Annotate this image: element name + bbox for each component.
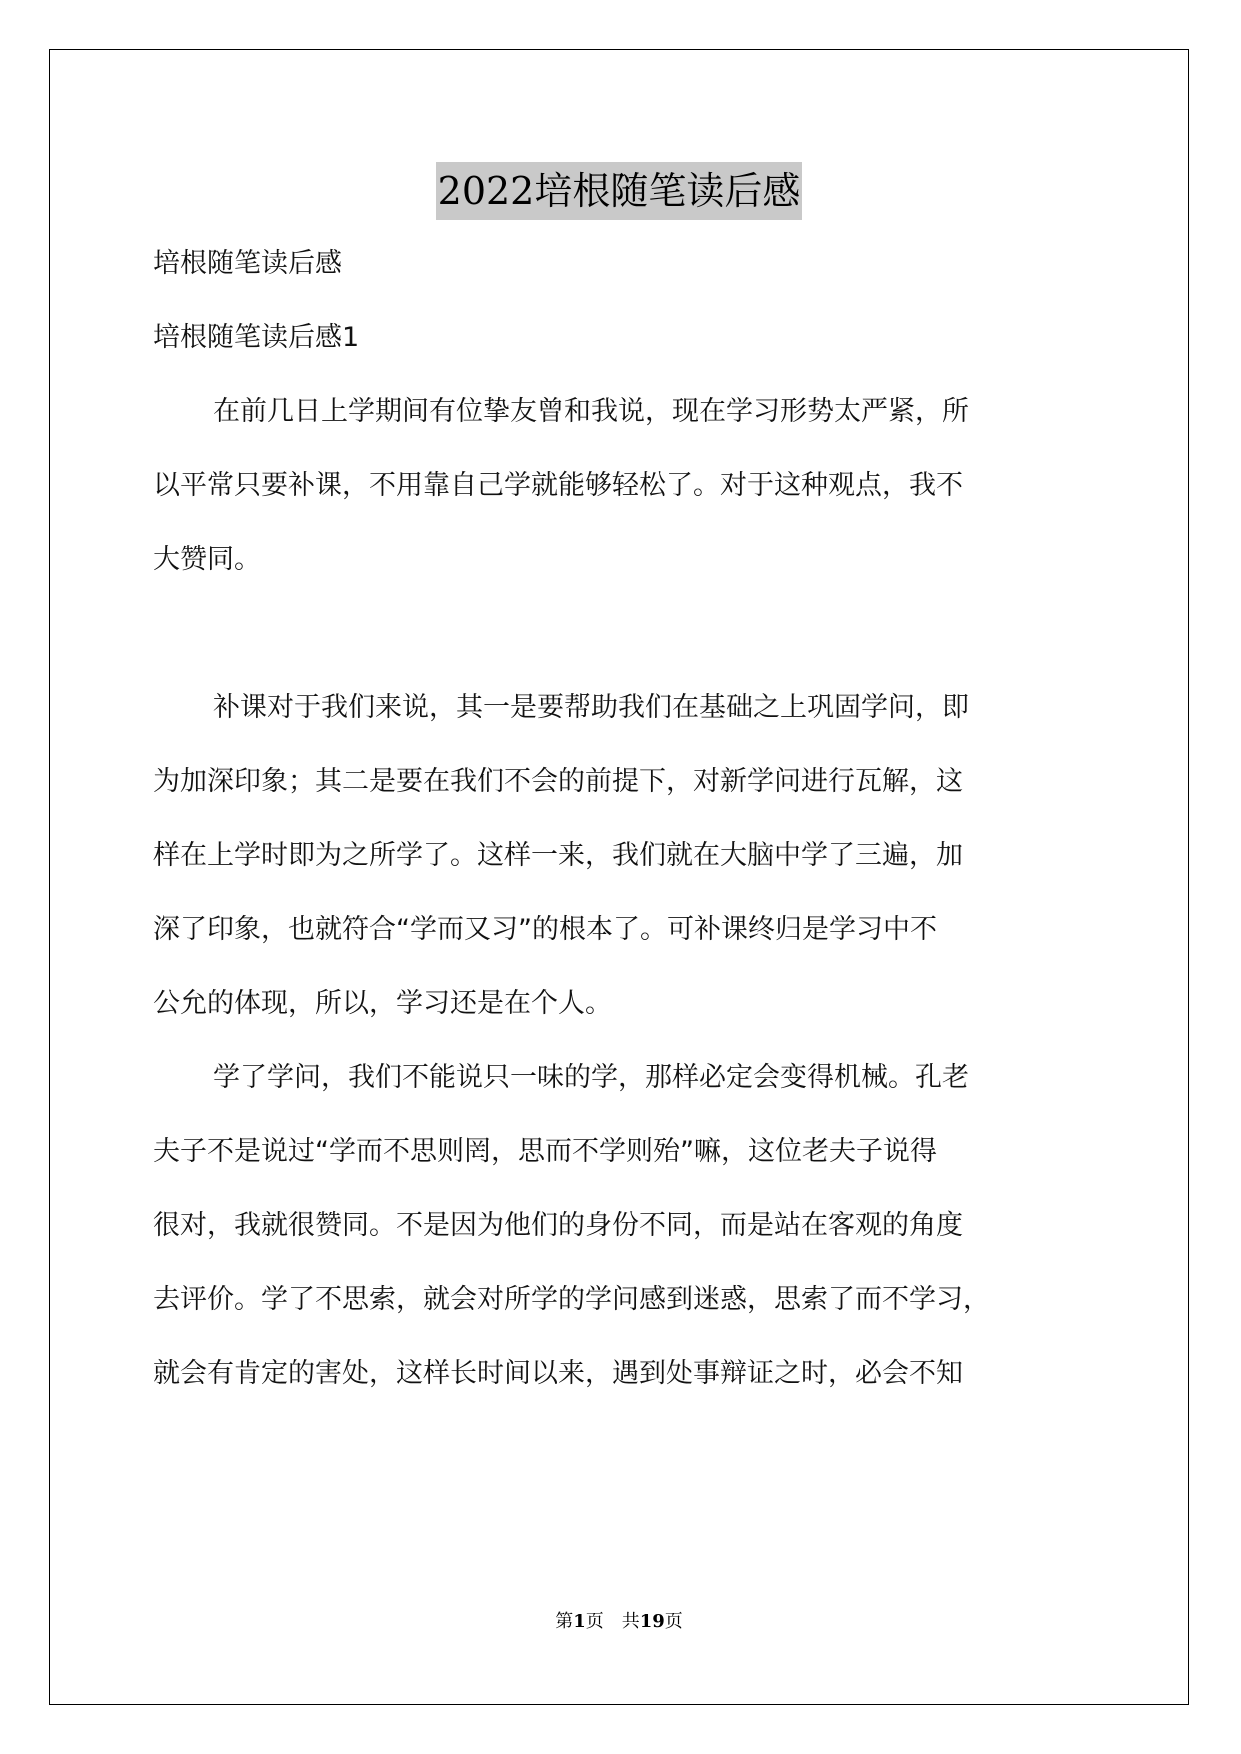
body-line-10: 夫子不是说过“学而不思则罔，思而不学则殆”嘛，这位老夫子说得: [153, 1136, 937, 1167]
body-line-11: 很对，我就很赞同。不是因为他们的身份不同，而是站在客观的角度: [153, 1210, 963, 1241]
body-line-9: 学了学问，我们不能说只一味的学，那样必定会变得机械。孔老: [213, 1062, 969, 1093]
heading-main: 培根随笔读后感: [153, 248, 342, 279]
footer-page-total: 19: [639, 1611, 665, 1632]
body-line-12: 去评价。学了不思索，就会对所学的学问感到迷惑，思索了而不学习，: [153, 1284, 990, 1315]
document-title: 2022培根随笔读后感: [436, 162, 803, 220]
body-line-5: 为加深印象；其二是要在我们不会的前提下，对新学问进行瓦解，这: [153, 766, 963, 797]
heading-section-1: 培根随笔读后感1: [153, 322, 360, 353]
title-wrap: [50, 162, 1188, 220]
body-line-4: 补课对于我们来说，其一是要帮助我们在基础之上巩固学问，即: [213, 692, 969, 723]
body-line-2: 以平常只要补课，不用靠自己学就能够轻松了。对于这种观点，我不: [153, 470, 963, 501]
page-footer: [50, 1607, 1188, 1633]
footer-prefix: 第: [555, 1611, 574, 1632]
body-line-1: 在前几日上学期间有位挚友曾和我说，现在学习形势太严紧，所: [213, 396, 969, 427]
document-page: [49, 49, 1189, 1705]
footer-suffix: 页: [664, 1611, 683, 1632]
body-line-7: 深了印象，也就符合“学而又习”的根本了。可补课终归是学习中不: [153, 914, 937, 945]
body-line-8: 公允的体现，所以，学习还是在个人。: [153, 988, 612, 1019]
body-line-13: 就会有肯定的害处，这样长时间以来，遇到处事辩证之时，必会不知: [153, 1358, 963, 1389]
footer-mid: 页 共: [585, 1611, 640, 1632]
body-line-3: 大赞同。: [153, 544, 261, 575]
footer-page-current: 1: [573, 1611, 586, 1632]
body-line-6: 样在上学时即为之所学了。这样一来，我们就在大脑中学了三遍，加: [153, 840, 963, 871]
